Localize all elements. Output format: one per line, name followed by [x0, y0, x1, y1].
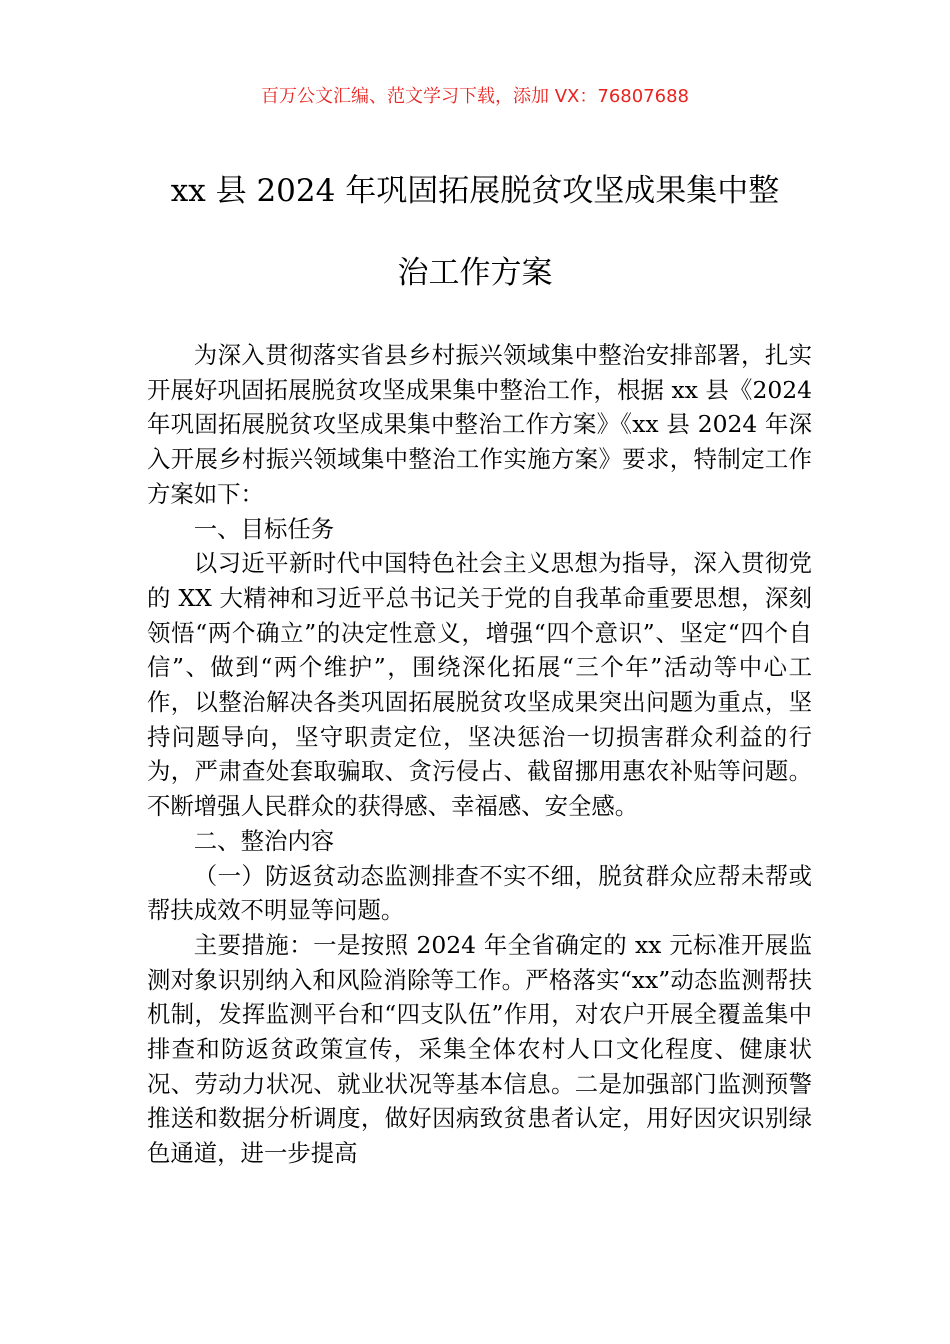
paragraph-measures: 主要措施：一是按照 2024 年全省确定的 xx 元标准开展监测对象识别纳入和风险消除等工作。严格落实“xx”动态监测帮扶机制，发挥监测平台和“四支队伍”作用，对农户开展全覆盖集中排查和防返贫政策宣传，采集全体农村人口文化程度、健康状况、劳动力状况、就业状况等基本信息。二是加强部门监测预警推送和数据分析调度，做好因病致贫患者认定，用好因灾识别绿色通道，进一步提高 [147, 930, 812, 1168]
section-heading-goals: 一、目标任务 [193, 514, 335, 543]
subsection-heading-1: （一）防返贫动态监测排查不实不细，脱贫群众应帮未帮或帮扶成效不明显等问题。 [147, 861, 812, 925]
title-line-2: 治工作方案 [397, 255, 553, 291]
paragraph-goals: 以习近平新时代中国特色社会主义思想为指导，深入贯彻党的 XX 大精神和习近平总书记关于党的自我革命重要思想，深刻领悟“两个确立”的决定性意义，增强“四个意识”、坚定“四个自信”、做到“两个维护”，围绕深化拓展“三个年”活动等中心工作，以整治解决各类巩固拓展脱贫攻坚成果突出问题为重点，坚持问题导向，坚守职责定位，坚决惩治一切损害群众利益的行为，严肃查处套取骗取、贪污侵占、截留挪用惠农补贴等问题。不断增强人民群众的获得感、幸福感、安全感。 [147, 549, 812, 821]
section-heading-content: 二、整治内容 [193, 826, 335, 855]
header-note: 百万公文汇编、范文学习下载，添加 VX：76807688 [261, 86, 689, 107]
document-title [120, 150, 830, 314]
document-body [147, 338, 812, 1171]
paragraph-intro: 为深入贯彻落实省县乡村振兴领域集中整治安排部署，扎实开展好巩固拓展脱贫攻坚成果集中整治工作，根据 xx 县《2024 年巩固拓展脱贫攻坚成果集中整治工作方案》《xx 县 2024 年深入开展乡村振兴领域集中整治工作实施方案》要求，特制定工作方案如下： [147, 341, 812, 508]
title-line-1: xx 县 2024 年巩固拓展脱贫攻坚成果集中整 [170, 173, 780, 209]
